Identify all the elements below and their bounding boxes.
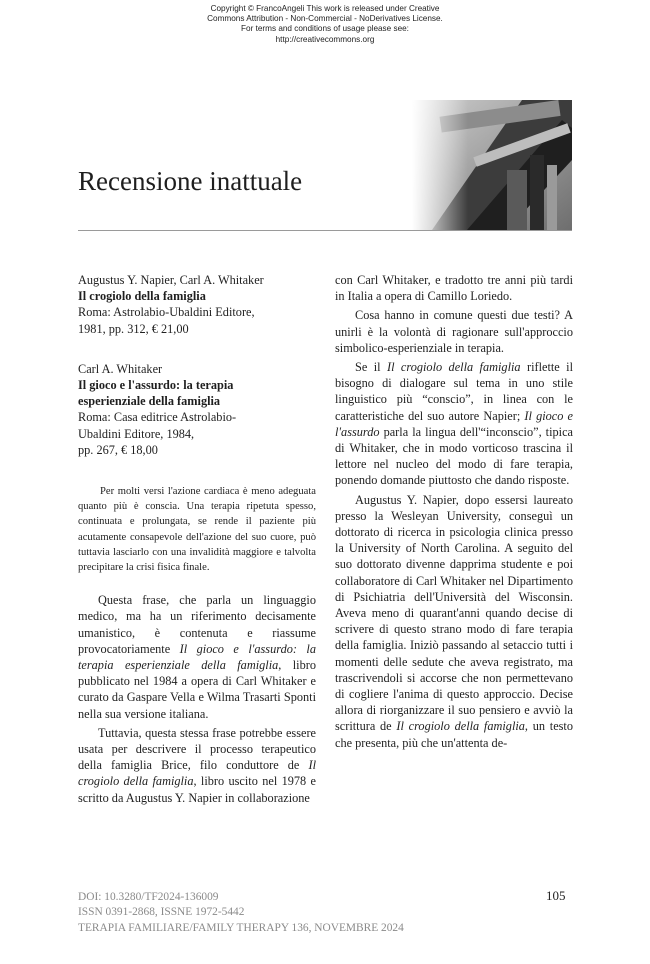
page-title: Recensione inattuale — [78, 166, 303, 196]
book-publisher: 1981, pp. 312, € 21,00 — [78, 321, 189, 336]
copyright-notice — [150, 4, 500, 45]
right-column — [335, 272, 573, 754]
header-photo — [412, 100, 572, 230]
copyright-line: Commons Attribution - Non-Commercial - NoDerivatives License. — [207, 14, 443, 24]
title-divider — [78, 230, 572, 231]
left-body — [78, 592, 316, 806]
issn: ISSN 0391-2868, ISSNE 1972-5442 — [78, 906, 245, 919]
body-paragraph: Tuttavia, questa stessa frase potrebbe essere usata per descrivere il processo terapeutico della famiglia Brice, filo conduttore de Il crogiolo della famiglia, libro uscito nel 1978 e scritto da Augustus Y. Napier in collaborazione — [78, 725, 316, 805]
epigraph — [78, 484, 316, 575]
body-paragraph: Questa frase, che parla un linguaggio medico, ma ha un riferimento decisamente umanistico, è contenuta e riassume provocatoriamente Il gioco e l'assurdo: la terapia esperienziale della famiglia, libro pubblicato nel 1984 a opera di Carl Whitaker e curato da Gaspare Vella e Wilma Trasarti Sponti nella sua versione italiana. — [78, 593, 316, 721]
body-paragraph: Augustus Y. Napier, dopo essersi laureato presso la Wesleyan University, conseguì un dottorato di ricerca in psicologia clinica presso la University of North Carolina. A seguito del suo dottorato divenne dapprima studente e poi collaboratore di Carl Whitaker nel Dipartimento di Psichiatria dell'Università del Wisconsin. Aveva meno di quarant'anni quando decise di scrivere di questo strano modo di fare terapia della famiglia. Iniziò passando al setaccio tutti i momenti delle sedute che aveva registrato, ma trascrivendoli si accorse che non permettevano di cogliere l'anima di questo approccio. Decise allora di riorganizzare il suo pensiero e avviò la scrittura de Il crogiolo della famiglia, un testo che presenta, più che un'attenta de- — [335, 492, 574, 750]
book-title: esperienziale della famiglia — [78, 394, 221, 409]
italic-title: Il gioco e l'assurdo — [335, 408, 573, 439]
body-paragraph: Se il Il crogiolo della famiglia riflette il bisogno di dialogare sul tema in uno stile linguistico più “conscio”, in linea con le caratteristiche del suo autore Napier; Il gioco e l'assurdo parla la lingua dell'“inconscio”, tipica di Whitaker, che in modo vorticoso trascina il lettore nel nucleo del modo di fare terapia, ponendo domande piuttosto che dando risposte. — [335, 360, 574, 488]
copyright-line: For terms and conditions of usage please see: — [241, 24, 409, 34]
copyright-link[interactable]: http://creativecommons.org — [275, 34, 375, 44]
book-title: Il crogiolo della famiglia — [78, 289, 206, 304]
book-publisher: Roma: Casa editrice Astrolabio- — [78, 410, 237, 425]
italic-title: Il crogiolo della famiglia — [78, 758, 316, 789]
book-title: Il gioco e l'assurdo: la terapia — [78, 378, 234, 393]
italic-title: Il crogiolo della famiglia — [396, 719, 525, 734]
book-authors: Carl A. Whitaker — [78, 361, 163, 376]
italic-title: Il crogiolo della famiglia — [386, 360, 521, 375]
epigraph-text: Per molti versi l'azione cardiaca è meno adeguata quanto più è conscia. Una terapia ripetuta spesso, continuata e prolungata, se rende il paziente più acutamente consapevole dell'azione del suo cuore, può tuttavia lasciarlo con una invalidità maggiore e talvolta precipitare la crisi fisica finale. — [78, 486, 316, 574]
book-authors: Augustus Y. Napier, Carl A. Whitaker — [78, 273, 264, 287]
page-number: 105 — [546, 888, 566, 903]
book-publisher: Roma: Astrolabio-Ubaldini Editore, — [78, 305, 255, 320]
book-reference — [78, 272, 316, 337]
book-reference — [78, 361, 316, 458]
journal-info: TERAPIA FAMILIARE/FAMILY THERAPY 136, NOVEMBRE 2024 — [78, 921, 404, 934]
body-paragraph: con Carl Whitaker, e tradotto tre anni più tardi in Italia a opera di Camillo Loriedo. — [335, 273, 573, 304]
copyright-line: Copyright © FrancoAngeli This work is released under Creative — [210, 4, 440, 13]
italic-title: Il gioco e l'assurdo: la terapia esperienziale della famiglia — [78, 641, 316, 673]
footer — [78, 890, 404, 936]
left-column — [78, 272, 316, 809]
book-publisher: Ubaldini Editore, 1984, — [78, 426, 195, 441]
body-paragraph: Cosa hanno in comune questi due testi? A unirli è la volontà di ragionare sull'approccio simbolico-esperienziale in terapia. — [335, 308, 573, 355]
book-publisher: pp. 267, € 18,00 — [78, 442, 158, 457]
doi: DOI: 10.3280/TF2024-136009 — [78, 891, 219, 903]
